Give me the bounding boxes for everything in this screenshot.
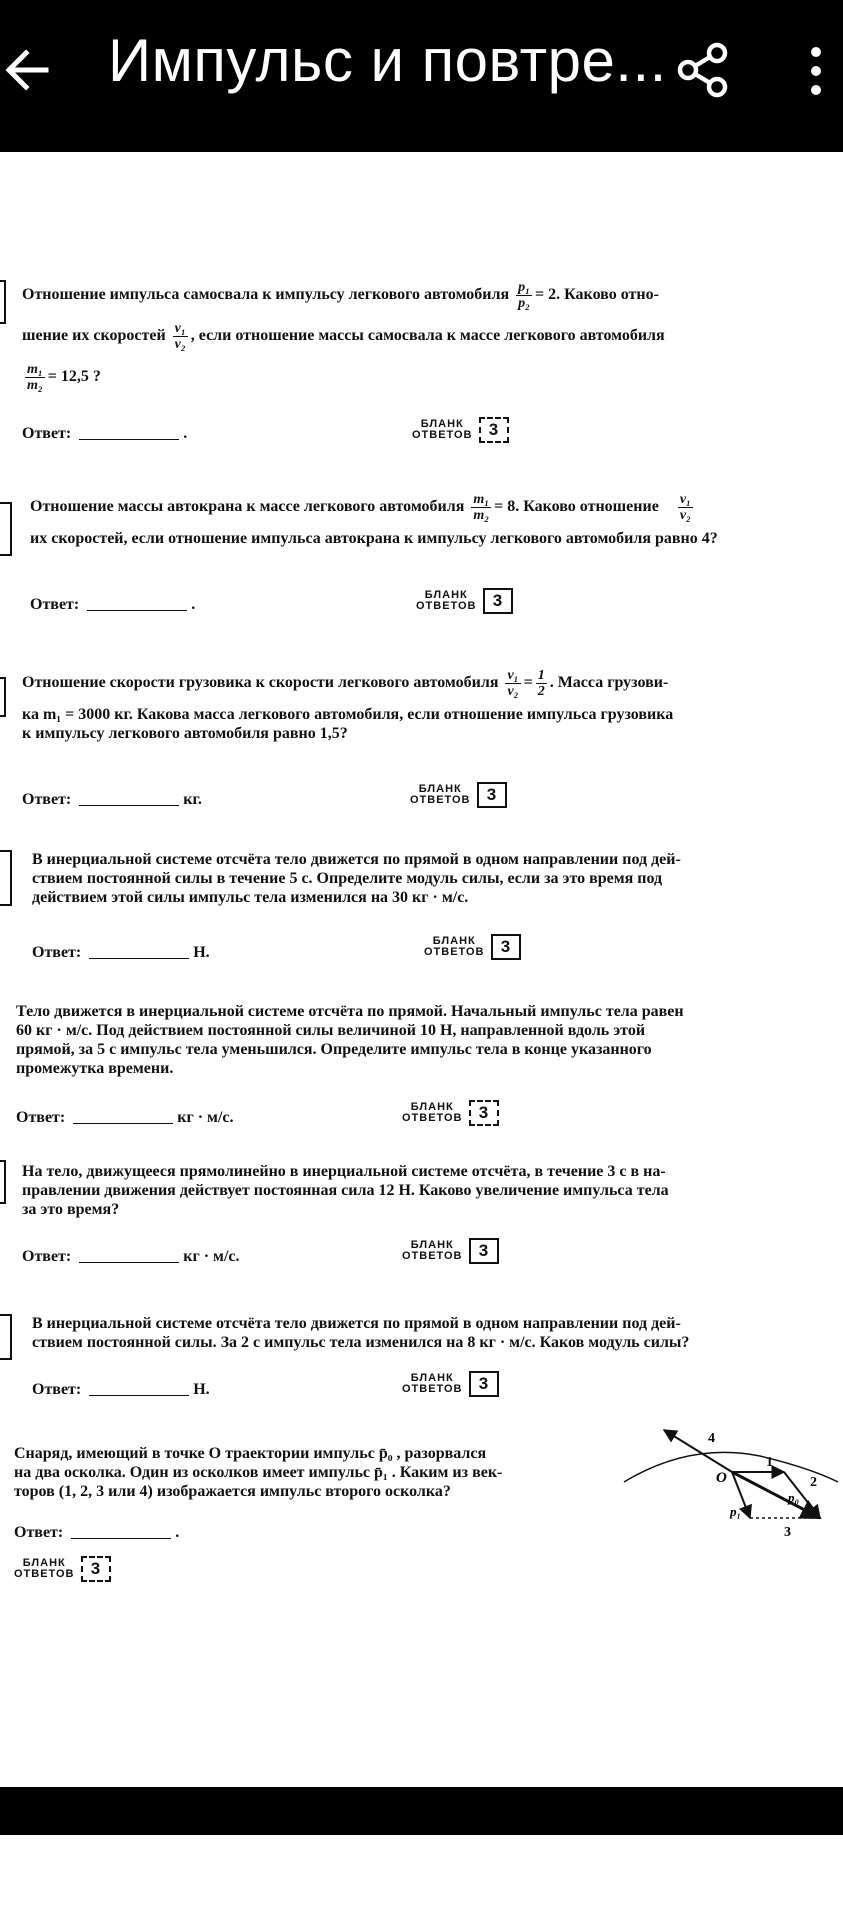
answer-field[interactable]	[89, 1395, 189, 1396]
label-p0: p₀	[788, 1490, 800, 1505]
answer-row: Ответ: кг.	[22, 791, 202, 808]
answer-row: Ответ: Н.	[32, 944, 210, 961]
answer-row: Ответ: кг · м/с.	[16, 1109, 234, 1126]
label-3: 3	[784, 1525, 791, 1540]
share-icon[interactable]	[675, 42, 731, 98]
answer-sheet-badge: БЛАНК ОТВЕТОВ 3	[402, 1100, 499, 1126]
task-1: Отношение импульса самосвала к импульсу легкового автомобиля $\frac{\text{p₁}}{\text{p₂}}$ = 2. Каково отно- шение их скоростей $\frac{\text{v₁}}{\text{v₂}}$ , если отношение массы самосвала к массе легкового автомобиля $\frac{\text{m₁}}{\text{m₂}}$ = 12,5 ?	[22, 280, 665, 393]
trajectory-arc	[624, 1452, 838, 1482]
label-4: 4	[708, 1431, 715, 1446]
task-5: Тело движется в инерциальной системе отсчёта по прямой. Начальный импульс тела равен 60 кг · м/с. Под действием постоянной силы величиной 10 Н, направленной вдоль этой прямой, за 5 с импульс тела уменьшился. Определите импульс тела в конце указанного промежутка времени.	[16, 1003, 684, 1077]
task-3: Отношение скорости грузовика к скорости легкового автомобиля $\frac{\text{v₁}}{\text{v₂}}$ = $\frac{1}{2}$ . Масса грузови- ка m₁ = 3000 кг. Какова масса легкового автомобиля, если отношение импульса грузовика к импульсу легкового автомобиля равно 1,5?	[22, 668, 674, 742]
answer-sheet-badge: БЛАНК ОТВЕТОВ 3	[424, 934, 521, 960]
momentum-vector-diagram	[620, 1422, 842, 1552]
answer-sheet-badge: БЛАНК ОТВЕТОВ 3	[402, 1238, 499, 1264]
app-bar	[0, 0, 843, 152]
answer-field[interactable]	[79, 439, 179, 440]
bottom-system-bar	[0, 1787, 843, 1835]
label-1: 1	[766, 1455, 773, 1470]
task-4: В инерциальной системе отсчёта тело движется по прямой в одном направлении под дей- ствием постоянной силы в течение 5 с. Определите модуль силы, если за это время под действием этой силы импульс тела изменился на 30 кг · м/с.	[32, 851, 681, 906]
answer-row: Ответ: .	[22, 425, 188, 442]
task-number-box	[0, 1314, 12, 1360]
task-number-box	[0, 280, 6, 324]
label-2: 2	[810, 1475, 817, 1490]
task-7: В инерциальной системе отсчёта тело движется по прямой в одном направлении под дей- ствием постоянной силы. За 2 с импульс тела изменился на 8 кг · м/с. Каков модуль силы?	[32, 1315, 690, 1351]
answer-row: Ответ: Н.	[32, 1381, 210, 1398]
answer-sheet-badge: БЛАНК ОТВЕТОВ 3	[14, 1556, 111, 1582]
label-o: O	[716, 1470, 727, 1486]
answer-row: Ответ: .	[14, 1524, 180, 1541]
answer-field[interactable]	[79, 1262, 179, 1263]
vector-4	[664, 1430, 732, 1472]
task-8: Снаряд, имеющий в точке O траектории импульс p̄₀ , разорвался на два осколка. Один из осколков имеет импульс p̄₁ . Каким из век- торов (1, 2, 3 или 4) изображается импульс второго осколка?	[14, 1445, 503, 1500]
answer-sheet-badge: БЛАНК ОТВЕТОВ 3	[402, 1371, 499, 1397]
answer-field[interactable]	[71, 1538, 171, 1539]
more-vert-icon[interactable]	[808, 46, 824, 96]
answer-field[interactable]	[79, 805, 179, 806]
answer-sheet-badge: БЛАНК ОТВЕТОВ 3	[410, 782, 507, 808]
arrow-left-icon[interactable]	[0, 40, 60, 100]
page-title: Импульс и повтре...	[108, 27, 667, 94]
vector-p0	[732, 1472, 820, 1518]
answer-field[interactable]	[89, 958, 189, 959]
task-number-box	[0, 677, 6, 717]
answer-field[interactable]	[73, 1123, 173, 1124]
label-p1: p₁	[730, 1504, 742, 1519]
task-2: Отношение массы автокрана к массе легкового автомобиля $\frac{\text{m₁}}{\text{m₂}}$ = 8. Каково отношение $\frac{\text{v₁}}{\text{v₂}}$ их скоростей, если отношение импульса автокрана к импульсу легкового автомобиля равно 4?	[30, 492, 718, 547]
answer-field[interactable]	[87, 610, 187, 611]
task-6: На тело, движущееся прямолинейно в инерциальной системе отсчёта, в течение 3 с в на- правлении движения действует постоянная сила 12 Н. Каково увеличение импульса тела за это время?	[22, 1163, 669, 1218]
answer-sheet-badge: БЛАНК ОТВЕТОВ 3	[412, 417, 509, 443]
answer-sheet-badge: БЛАНК ОТВЕТОВ 3	[416, 588, 513, 614]
answer-row: Ответ: .	[30, 596, 196, 613]
task-number-box	[0, 1160, 6, 1204]
task-number-box	[0, 502, 12, 556]
task-number-box	[0, 850, 12, 906]
answer-row: Ответ: кг · м/с.	[22, 1248, 240, 1265]
